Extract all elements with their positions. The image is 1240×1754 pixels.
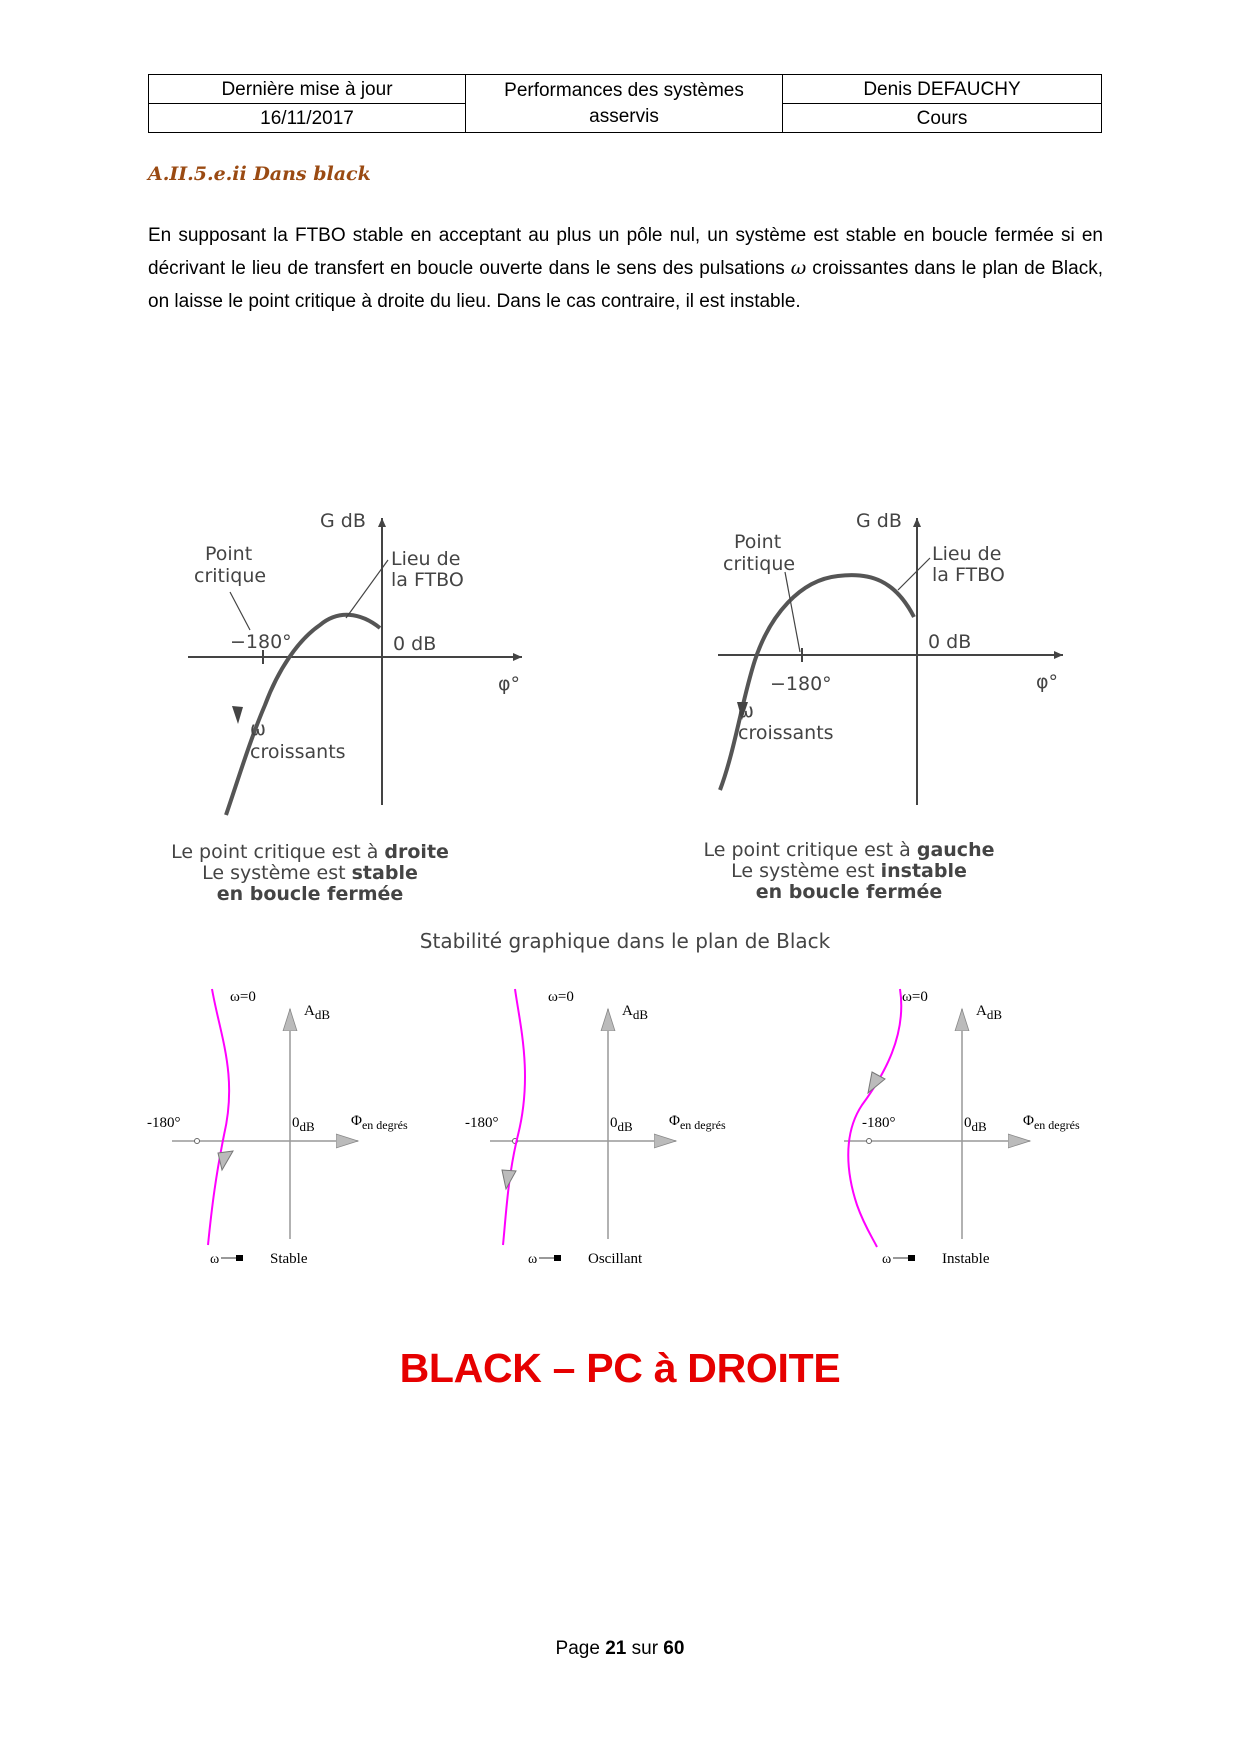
stable-omega-legend: ω: [210, 1252, 220, 1267]
oscillant-panel: [465, 989, 726, 1267]
right-point-critique-pointer: [785, 572, 800, 652]
page-footer: [0, 1638, 1240, 1660]
left-point-label-1: Point: [205, 543, 253, 565]
left-croissants-label: croissants: [250, 741, 346, 763]
left-gdb-label: G dB: [320, 510, 366, 532]
document-title-line1: Performances des systèmes: [504, 79, 744, 101]
black-stability-figure: [170, 500, 1100, 960]
section-title: A.II.5.e.ii Dans black: [148, 163, 371, 185]
document-title-line2: asservis: [589, 105, 659, 127]
body-paragraph: [148, 219, 1103, 318]
document-type: Cours: [783, 104, 1102, 133]
right-lieu-pointer: [898, 558, 930, 590]
right-phi-label: φ°: [1036, 671, 1059, 693]
right-minus180-label: −180°: [770, 673, 832, 695]
left-phi-label: φ°: [498, 673, 521, 695]
instable-0db-label: 0dB: [964, 1115, 987, 1134]
left-minus180-label: −180°: [230, 631, 292, 653]
stable-phi-label: $\Phi_{en degrés}$: [351, 1113, 408, 1132]
left-lieu-label-1: Lieu de: [391, 548, 461, 570]
omega-symbol: ω: [790, 257, 807, 279]
left-lieu-label-2: la FTBO: [391, 569, 464, 591]
right-lieu-label-2: la FTBO: [932, 564, 1005, 586]
left-result-line1: Le point critique est à droite: [171, 841, 449, 863]
page-number: 21: [605, 1638, 627, 1659]
left-result-line3: en boucle fermée: [216, 883, 404, 905]
figure1-caption: Stabilité graphique dans le plan de Black: [419, 929, 831, 953]
conclusion-title: BLACK – PC à DROITE: [399, 1345, 841, 1391]
black-cases-figure: [140, 975, 1100, 1275]
oscillant-phi-label: $\Phi_{en degrés}$: [669, 1113, 726, 1132]
stable-critical-point: [195, 1139, 200, 1144]
update-date: 16/11/2017: [149, 104, 466, 133]
page-total: 60: [663, 1638, 685, 1659]
right-omega-label: ω: [738, 700, 754, 722]
paragraph-part2: croissantes dans le plan de Black, on laisse le point critique à droite du lieu. Dans le cas contraire, il est instable.: [148, 258, 1103, 312]
left-point-critique-pointer: [230, 592, 250, 630]
left-omega-arrow: [232, 706, 243, 724]
stable-nyquist-curve: [208, 989, 229, 1245]
author: Denis DEFAUCHY: [783, 75, 1102, 104]
stable-omega0-label: ω=0: [230, 989, 256, 1005]
left-omega-label: ω: [250, 718, 266, 740]
oscillant-adb-label: AdB: [622, 1003, 649, 1022]
right-point-label-1: Point: [734, 531, 782, 553]
right-point-label-2: critique: [723, 553, 796, 575]
right-result-line2: Le système est instable: [731, 860, 967, 882]
instable-panel: [844, 989, 1080, 1267]
right-gdb-label: G dB: [856, 510, 902, 532]
instable-critical-point: [867, 1139, 872, 1144]
instable-omega0-label: ω=0: [902, 989, 928, 1005]
stable-adb-label: AdB: [304, 1003, 331, 1022]
left-point-label-2: critique: [194, 565, 267, 587]
stable-infinity-mark: [236, 1255, 243, 1261]
oscillant-omega-legend: ω: [528, 1252, 538, 1267]
document-title: [466, 75, 783, 133]
stable-direction-arrow: [218, 1151, 233, 1170]
left-black-diagram: [171, 510, 522, 905]
oscillant-case-label: Oscillant: [588, 1251, 643, 1267]
left-result-line2: Le système est stable: [202, 862, 418, 884]
stable-0db-label: 0dB: [292, 1115, 315, 1134]
instable-case-label: Instable: [942, 1251, 990, 1267]
oscillant-omega0-label: ω=0: [548, 989, 574, 1005]
instable-minus180-label: -180°: [862, 1115, 896, 1131]
stable-case-label: Stable: [270, 1251, 308, 1267]
stable-panel: [147, 989, 408, 1267]
last-update-label: Dernière mise à jour: [149, 75, 466, 104]
page-prefix: Page: [555, 1638, 606, 1659]
right-croissants-label: croissants: [738, 722, 834, 744]
oscillant-0db-label: 0dB: [610, 1115, 633, 1134]
header-table: [148, 74, 1102, 133]
right-0db-label: 0 dB: [928, 631, 972, 653]
instable-infinity-mark: [908, 1255, 915, 1261]
instable-phi-label: $\Phi_{en degrés}$: [1023, 1113, 1080, 1132]
page-middle: sur: [626, 1638, 664, 1659]
paragraph-part1: En supposant la FTBO stable en acceptant au plus un pôle nul, un système est stable en boucle fermée si en décrivant le lieu de transfert en boucle ouverte dans le sens des pulsations: [148, 225, 1103, 279]
right-lieu-label-1: Lieu de: [932, 543, 1002, 565]
instable-omega-legend: ω: [882, 1252, 892, 1267]
oscillant-nyquist-curve: [503, 989, 525, 1245]
instable-adb-label: AdB: [976, 1003, 1003, 1022]
oscillant-infinity-mark: [554, 1255, 561, 1261]
right-black-diagram: [704, 510, 1063, 903]
stable-minus180-label: -180°: [147, 1115, 181, 1131]
left-0db-label: 0 dB: [393, 633, 437, 655]
right-result-line3: en boucle fermée: [755, 881, 943, 903]
oscillant-minus180-label: -180°: [465, 1115, 499, 1131]
right-result-line1: Le point critique est à gauche: [703, 839, 995, 861]
